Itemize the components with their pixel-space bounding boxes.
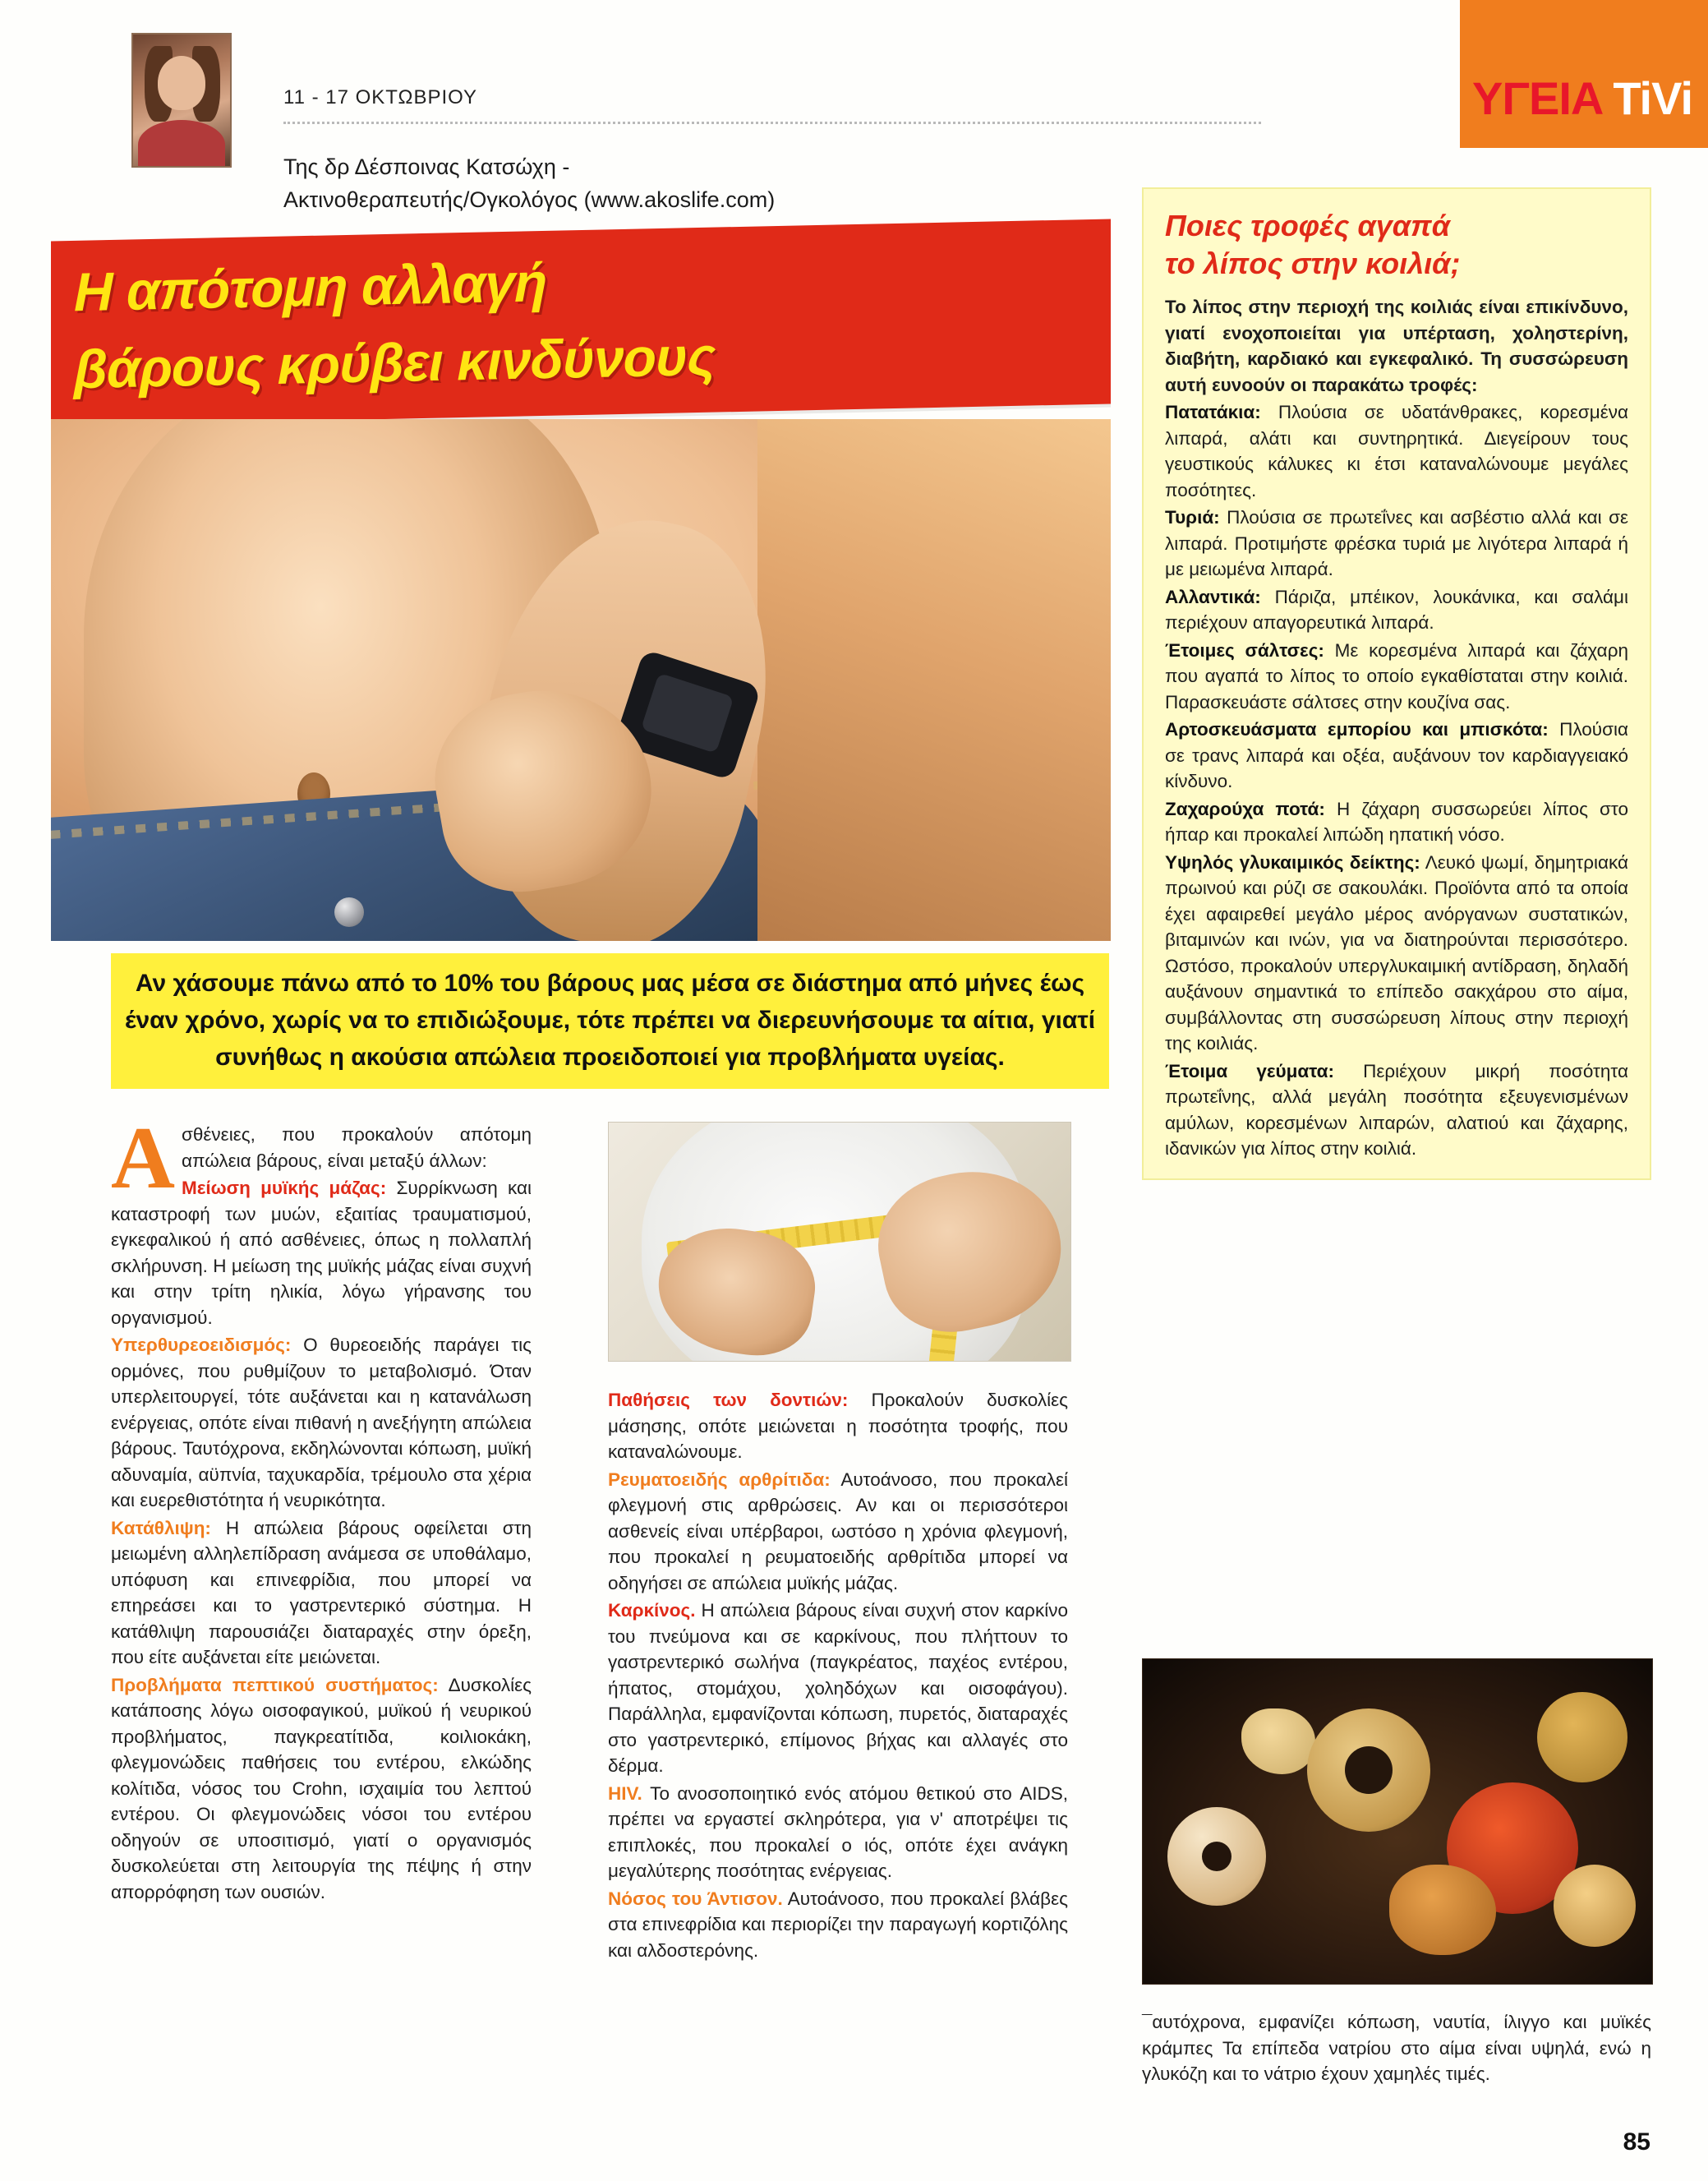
sidebar-item [1165, 505, 1628, 583]
article-item [608, 1598, 1068, 1779]
article-item-text: Η απώλεια βάρους είναι συχνή στον καρκίνο του πνεύμονα και σε καρκίνους, που πλήττουν το γαστρεντερικό σωλήνα (παγκρέατος, παχέος εντέρου, ήπατος, στομάχου, χοληδόχων και οισοφάγου). Παράλληλα, εμφανίζονται κόπωση, πυρετός, διαταραχές στο γαστρεντερικό, επίμονος βήχας και αλλαγές στο δέρμα. [608, 1600, 1068, 1776]
headline-line-1: Η απότομη αλλαγή [74, 251, 547, 323]
article-intro-text: σθένειες, που προκαλούν απότομη απώλεια βάρους, είναι μεταξύ άλλων: [182, 1124, 532, 1171]
page-number: 85 [1623, 2128, 1650, 2156]
sidebar-item-text: Πάριζα, μπέικον, λουκάνικα, και σαλάμι περιέχουν απαγορευτικά λιπαρά. [1165, 586, 1628, 634]
sidebar-item [1165, 399, 1628, 503]
sidebar-tail-note-text: ¯αυτόχρονα, εμφανίζει κόπωση, ναυτία, ίλιγγο και μυϊκές κράμπες Τα επίπεδα νατρίου στο αίμα είναι υψηλά, ενώ η γλυκόζη και το νάτριο έχουν χαμηλές τιμές. [1142, 2012, 1651, 2084]
sidebar-item [1165, 850, 1628, 1057]
sidebar-item-term: Ζαχαρούχα ποτά: [1165, 798, 1325, 819]
sidebar-item-text: Πλούσια σε τρανς λιπαρά και οξέα, αυξάνουν τον καρδιαγγειακό κίνδυνο. [1165, 719, 1628, 792]
sidebar-title-line-2: το λίπος στην κοιλιά; [1165, 247, 1461, 281]
article-item [111, 1672, 532, 1906]
sidebar-item-term: Αρτοσκευάσματα εμπορίου και μπισκότα: [1165, 719, 1549, 740]
sidebar-body [1165, 294, 1628, 1162]
author-portrait [131, 33, 232, 168]
article-item-text: Η απώλεια βάρους οφείλεται στη μειωμένη αλληλεπίδραση ανάμεσα σε υποθάλαμο, υπόφυση και επινεφρίδια, που μπορεί να επηρεάσει και το γαστρεντερικό σύστημα. Η κατάθλιψη παρουσιάζει διαταραχές στην όρεξη, που είτε αυξάνεται είτε μειώνεται. [111, 1517, 532, 1667]
article-item-text: Αυτοάνοσο, που προκαλεί βλάβες στα επινεφρίδια και περιορίζει την παραγωγή κορτιζόλης και αλδοστερόνης. [608, 1888, 1068, 1961]
drop-cap: Α [111, 1109, 175, 1207]
article-column-2 [608, 1387, 1068, 1965]
sidebar-item [1165, 584, 1628, 636]
article-item-term: Παθήσεις των δοντιών: [608, 1390, 849, 1410]
article-item [608, 1467, 1068, 1597]
sidebar-item-text: Περιέχουν μικρή ποσότητα πρωτεΐνης, αλλά μεγάλη ποσότητα εξευγενισμένων αμύλων, κορεσμένων λιπαρών, αλατιού και ζάχαρης, ιδανικών για λίπος στην κοιλιά. [1165, 1060, 1628, 1160]
headline-line-2: βάρους κρύβει κινδύνους [74, 325, 716, 399]
sidebar-item-term: Έτοιμα γεύματα: [1165, 1060, 1334, 1081]
food-item-pretzel [1307, 1708, 1430, 1832]
article-item-text: Δυσκολίες κατάποσης λόγω οισοφαγικού, μυϊκού ή νευρικού προβλήματος, παγκρεατίτιδα, κοιλιοκάκη, φλεγμονώδεις παθήσεις του εντέρου, ελκώδης κολίτιδα, νόσος του Crohn, ισχαιμία του λεπτού εντέρου. Οι φλεγμονώδεις νόσοι του εντέρου οδηγούν σε υποσιτισμό, γιατί ο οργανισμός δυσκολεύεται στη λειτουργία της πέψης ή στην απορρόφηση των ουσιών. [111, 1674, 532, 1902]
headline [74, 233, 1109, 418]
sidebar-item-text: Η ζάχαρη συσσωρεύει λίπος στο ήπαρ και προκαλεί λιπώδη ηπατική νόσο. [1165, 798, 1628, 846]
masthead [1282, 70, 1692, 127]
article-item [111, 1515, 532, 1671]
article-item [608, 1387, 1068, 1465]
article-item-text: Αυτοάνοσο, που προκαλεί φλεγμονή στις αρθρώσεις. Αν και οι περισσότεροι ασθενείς είναι υπέρβαροι, ωστόσο η χρόνια φλεγμονή, που προκαλεί η ρευματοειδής αρθρίτιδα μπορεί να οδηγήσει σε απώλεια μυϊκής μάζας. [608, 1469, 1069, 1593]
sidebar-item-text: Με κορεσμένα λιπαρά και ζάχαρη που αγαπά το λίπος το οποίο εγκαθίσταται στην κοιλιά. Παρασκευάστε σάλτσες στην κουζίνα σας. [1165, 639, 1629, 712]
sidebar-title-line-1: Ποιες τροφές αγαπά [1165, 209, 1451, 242]
photo-caption-text: Αν χάσουμε πάνω από το 10% του βάρους μας μέσα σε διάστημα από μήνες έως έναν χρόνο, χωρίς να το επιδιώξουμε, τότε πρέπει να διερευνήσουμε τα αίτια, γιατί συνήθως η ακούσια απώλεια προειδοποιεί για προβλήματα υγείας. [124, 970, 1096, 1071]
article-item-term: Νόσος του Άντισον. [608, 1888, 783, 1909]
sidebar-title [1165, 207, 1628, 283]
sidebar-item [1165, 638, 1628, 716]
portrait-shoulders [138, 120, 225, 168]
article-column-1 [111, 1109, 532, 1907]
article-item [111, 1332, 532, 1514]
article-item-term: Προβλήματα πεπτικού συστήματος: [111, 1674, 439, 1695]
portrait-face [158, 56, 205, 110]
food-item-chips [1389, 1865, 1496, 1955]
food-item-donut [1167, 1807, 1266, 1906]
article-item [608, 1886, 1068, 1964]
article-item-text: Το ανοσοποιητικό ενός ατόμου θετικού στο AIDS, πρέπει να εργαστεί σκληρότερα, για ν' αποτρέψει τις επιπλοκές, που προκαλεί ο ιός, οπότε έχει ανάγκη μεγαλύτερης ποσότητας ενέργειας. [608, 1782, 1068, 1881]
article-item-term: Κατάθλιψη: [111, 1517, 211, 1538]
photo-caption [111, 953, 1109, 1089]
article-item-term: Μείωση μυϊκής μάζας: [182, 1178, 387, 1198]
sidebar-item [1165, 717, 1628, 795]
sidebar-item [1165, 1058, 1628, 1162]
sidebar-item [1165, 796, 1628, 848]
food-item-cookie [1554, 1865, 1636, 1947]
sidebar-intro: Το λίπος στην περιοχή της κοιλιάς είναι επικίνδυνο, γιατί ενοχοποιείται για υπέρταση, χοληστερίνη, διαβήτη, καρδιακό και εγκεφαλικό. Τη συσσώρευση αυτή ευνοούν οι παρακάτω τροφές: [1165, 297, 1628, 395]
main-article-photo [51, 419, 1111, 941]
food-item-cracker [1537, 1692, 1627, 1782]
masthead-secondary-title: TiVi [1613, 72, 1692, 124]
article-item-term: Υπερθυρεοειδισμός: [111, 1335, 292, 1355]
snack-foods-photo [1142, 1658, 1653, 1985]
sidebar-item-term: Υψηλός γλυκαιμικός δείκτης: [1165, 851, 1420, 873]
sidebar-item-term: Πατατάκια: [1165, 402, 1261, 423]
article-item-term: Καρκίνος. [608, 1600, 696, 1621]
issue-date: 11 - 17 ΟΚΤΩΒΡΙΟΥ [283, 86, 478, 108]
sidebar-item-term: Έτοιμες σάλτσες: [1165, 639, 1324, 661]
sidebar-item-term: Αλλαντικά: [1165, 586, 1261, 607]
tape-measure-photo [608, 1122, 1071, 1362]
article-item-text: Προκαλούν δυσκολίες μάσησης, οπότε μειώνεται η ποσότητα τροφής, που καταναλώνουμε. [608, 1390, 1068, 1462]
author-byline-line1: Της δρ Δέσποινας Κατσώχη - [283, 154, 570, 179]
author-byline-line2: Ακτινοθεραπευτής/Ογκολόγος (www.akoslife.com) [283, 187, 776, 212]
sidebar-tail-note [1142, 2009, 1651, 2087]
header-divider [283, 122, 1261, 124]
article-item-term: HIV. [608, 1782, 642, 1804]
article-item-term: Ρευματοειδής αρθρίτιδα: [608, 1469, 831, 1490]
sidebar-item-text: Λευκό ψωμί, δημητριακά πρωινού και ρύζι σε σακουλάκι. Προϊόντα από τα οποία έχει αφαιρεθεί μεγάλο μέρος ανόργανων συστατικών, βιταμινών και ινών, για να διατηρούνται περισσότερο. Ωστόσο, προκαλούν υπεργλυκαιμική αντίδραση, δηλαδή αυξάνουν σημαντικά το επίπεδο σακχάρου στο αίμα, συμβάλλοντας στη συσσώρευση λίπους στην περιοχή της κοιλιάς. [1165, 851, 1628, 1054]
photo-jeans-button [334, 897, 364, 927]
sidebar-item-text: Πλούσια σε πρωτεΐνες και ασβέστιο αλλά και σε λιπαρά. Προτιμήστε φρέσκα τυριά με λιγότερα λιπαρά ή με μειωμένα λιπαρά. [1165, 507, 1628, 580]
photo-right-fill [757, 419, 1111, 941]
article-item [608, 1781, 1068, 1884]
sidebar-item-term: Τυριά: [1165, 507, 1220, 528]
sidebar-panel [1142, 187, 1651, 1180]
sidebar-item-text: Πλούσια σε υδατάνθρακες, κορεσμένα λιπαρά, αλάτι και συντηρητικά. Διεγείρουν τους γευστικούς κάλυκες κι έτσι καταναλώνουμε μεγάλες ποσότητες. [1165, 402, 1628, 500]
article-item-text: Συρρίκνωση και καταστροφή των μυών, εξαιτίας τραυματισμού, εγκεφαλικού ή από ασθένειες, όπως η πολλαπλή σκλήρυνση. Η μείωση της μυϊκής μάζας είναι συχνή και στην τρίτη ηλικία, λόγω γήρανσης του οργανισμού. [111, 1178, 532, 1328]
article-item-text: Ο θυρεοειδής παράγει τις ορμόνες, που ρυθμίζουν το μεταβολισμό. Όταν υπερλειτουργεί, τότε αυξάνεται και η κατανάλωση ενέργειας, οπότε είναι πιθανή η ανεξήγητη απώλεια βάρους. Ταυτόχρονα, εκδηλώνονται κόπωση, μυϊκή αδυναμία, αϋπνία, ταχυκαρδία, τρέμουλο στα χέρια και ευερεθιστότητα ή νευρικότητα. [111, 1335, 532, 1510]
masthead-primary-title: ΥΓΕΙΑ [1471, 72, 1604, 124]
